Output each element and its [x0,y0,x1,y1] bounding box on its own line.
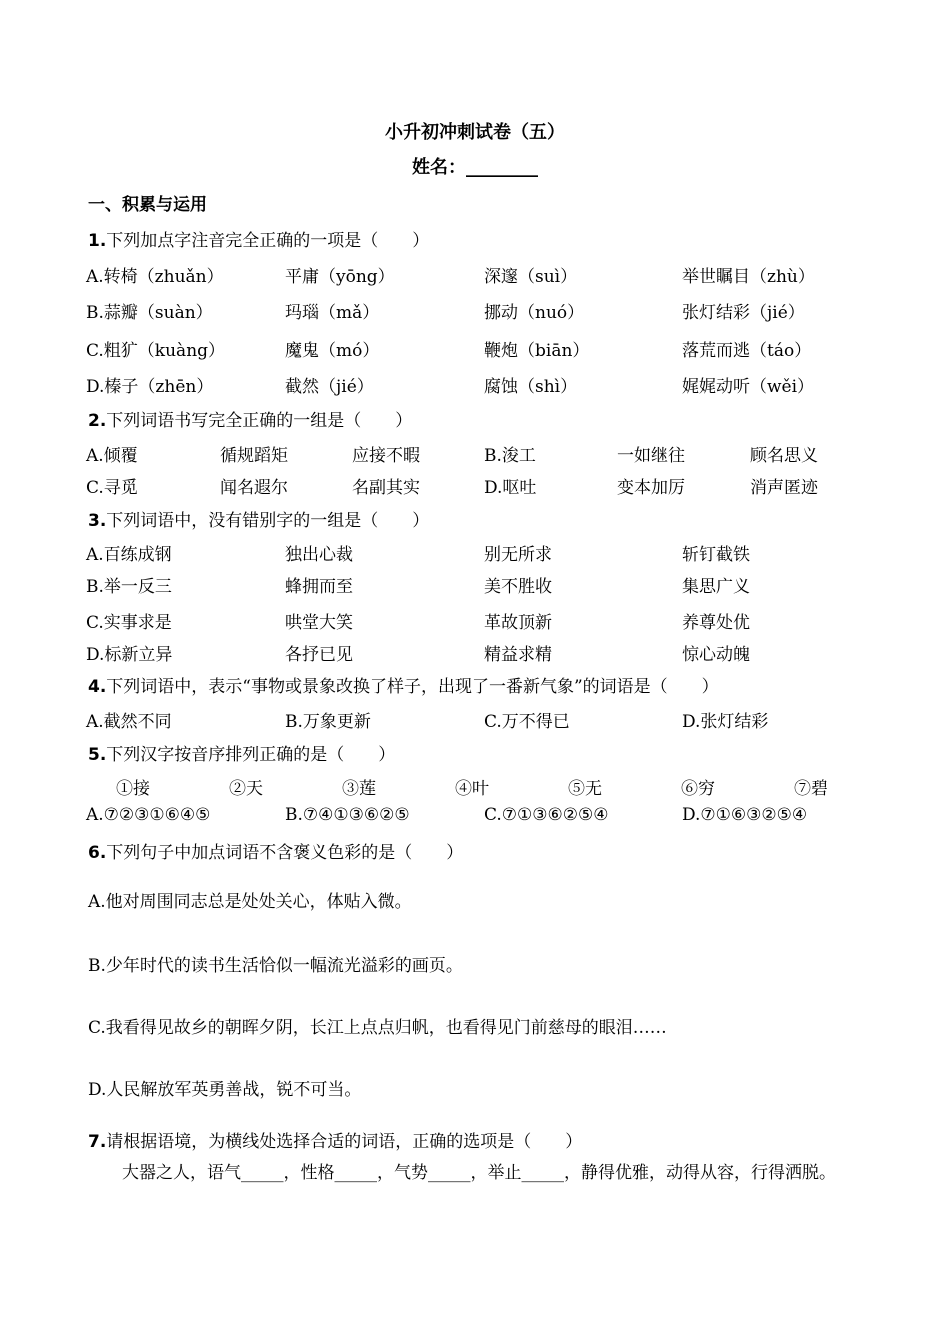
option-cell: 消声匿迹 [750,478,818,498]
option-cell: 闻名遐尔 [220,478,288,498]
option-cell: 斩钉截铁 [682,545,750,565]
option-cell: D.呕吐 [484,478,537,498]
char-item: ②天 [229,779,263,799]
q3-row-a [0,540,950,564]
question-text: 下列句子中加点词语不含褒义色彩的是（ ） [106,843,464,863]
question-7 [88,1127,582,1152]
q4-options [0,707,950,731]
question-5 [88,740,395,765]
option-cell: C.实事求是 [86,613,172,633]
option-cell: 鞭炮（biān） [484,341,590,361]
option-cell: A.⑦②③①⑥④⑤ [86,805,211,825]
option-cell: 变本加厉 [617,478,685,498]
q6-option-a: A.他对周围同志总是处处关心，体贴入微。 [88,892,412,912]
q1-row-a [0,262,950,286]
option-cell: B.万象更新 [285,712,371,732]
option-cell: 魔鬼（mó） [285,341,380,361]
option-cell: B.蒜瓣（suàn） [86,303,213,323]
q6-option-b: B.少年时代的读书生活恰似一幅流光溢彩的画页。 [88,956,463,976]
question-number: 1. [88,231,107,251]
option-cell: 深邃（suì） [484,267,578,287]
q2-row-1 [0,441,950,465]
option-cell: C.⑦①③⑥②⑤④ [484,805,609,825]
char-item: ④叶 [455,779,489,799]
option-cell: 各抒已见 [285,645,353,665]
option-cell: 举世瞩目（zhù） [682,267,815,287]
char-item: ③莲 [342,779,376,799]
question-text: 下列词语书写完全正确的一组是（ ） [106,411,413,431]
option-cell: A.转椅（zhuǎn） [86,267,224,287]
option-cell: 独出心裁 [285,545,353,565]
question-number: 4. [88,677,107,697]
question-number: 5. [88,745,107,765]
option-cell: B.举一反三 [86,577,172,597]
option-cell: 养尊处优 [682,613,750,633]
question-number: 7. [88,1132,107,1152]
q3-row-b [0,572,950,596]
question-text: 请根据语境，为横线处选择合适的词语，正确的选项是（ ） [106,1132,583,1152]
q1-row-b [0,298,950,322]
option-cell: 循规蹈矩 [220,446,288,466]
option-cell: 集思广义 [682,577,750,597]
char-item: ⑥穷 [681,779,715,799]
question-text: 下列汉字按音序排列正确的是（ ） [106,745,396,765]
q3-row-c [0,608,950,632]
option-cell: D.榛子（zhēn） [86,377,214,397]
q1-row-c [0,336,950,360]
option-cell: B.⑦④①③⑥②⑤ [285,805,410,825]
q5-options [0,805,950,829]
option-cell: 挪动（nuó） [484,303,585,323]
question-2 [88,406,412,431]
option-cell: D.张灯结彩 [682,712,769,732]
option-cell: 应接不暇 [352,446,420,466]
char-item: ①接 [116,779,150,799]
option-cell: D.⑦①⑥③②⑤④ [682,805,808,825]
option-cell: A.截然不同 [86,712,172,732]
question-1 [88,226,429,251]
page-title: 小升初冲刺试卷（五） [385,122,565,143]
option-cell: 惊心动魄 [682,645,750,665]
name-field-label: 姓名：________ [412,157,538,178]
q1-row-d [0,372,950,396]
option-cell: 玛瑙（mǎ） [285,303,380,323]
option-cell: 一如继往 [617,446,685,466]
q5-chars [0,774,950,798]
option-cell: 顾名思义 [750,446,818,466]
option-cell: 蜂拥而至 [285,577,353,597]
option-cell: 张灯结彩（jié） [682,303,805,323]
q6-option-c: C.我看得见故乡的朝晖夕阴，长江上点点归帆，也看得见门前慈母的眼泪…… [88,1018,667,1038]
option-cell: D.标新立异 [86,645,173,665]
option-cell: 腐蚀（shì） [484,377,578,397]
option-cell: 别无所求 [484,545,552,565]
option-cell: 革故顶新 [484,613,552,633]
question-3 [88,506,429,531]
question-text: 下列词语中，没有错别字的一组是（ ） [106,511,430,531]
option-cell: A.百练成钢 [86,545,172,565]
char-item: ⑤无 [568,779,602,799]
option-cell: B.浚工 [484,446,536,466]
option-cell: 落荒而逃（táo） [682,341,812,361]
q7-passage: 大器之人，语气_____，性格_____，气势_____，举止_____，静得优雅，动得从容，行得洒脱。 [122,1163,836,1183]
q3-row-d [0,640,950,664]
question-text: 下列词语中，表示“事物或景象改换了样子，出现了一番新气象”的词语是（ ） [106,677,719,697]
option-cell: C.寻觅 [86,478,138,498]
option-cell: 平庸（yōng） [285,267,395,287]
option-cell: 美不胜收 [484,577,552,597]
option-cell: 精益求精 [484,645,552,665]
q6-option-d: D.人民解放军英勇善战，锐不可当。 [88,1080,362,1100]
option-cell: C.粗犷（kuàng） [86,341,226,361]
question-4 [88,672,719,697]
section-heading: 一、积累与运用 [88,195,207,215]
question-text: 下列加点字注音完全正确的一项是（ ） [106,231,430,251]
q2-row-2 [0,473,950,497]
question-number: 6. [88,843,107,863]
option-cell: 哄堂大笑 [285,613,353,633]
option-cell: 娓娓动听（wěi） [682,377,815,397]
option-cell: A.倾覆 [86,446,138,466]
char-item: ⑦碧 [794,779,828,799]
option-cell: 截然（jié） [285,377,374,397]
option-cell: 名副其实 [352,478,420,498]
option-cell: C.万不得已 [484,712,570,732]
question-number: 2. [88,411,107,431]
question-6 [88,838,463,863]
question-number: 3. [88,511,107,531]
